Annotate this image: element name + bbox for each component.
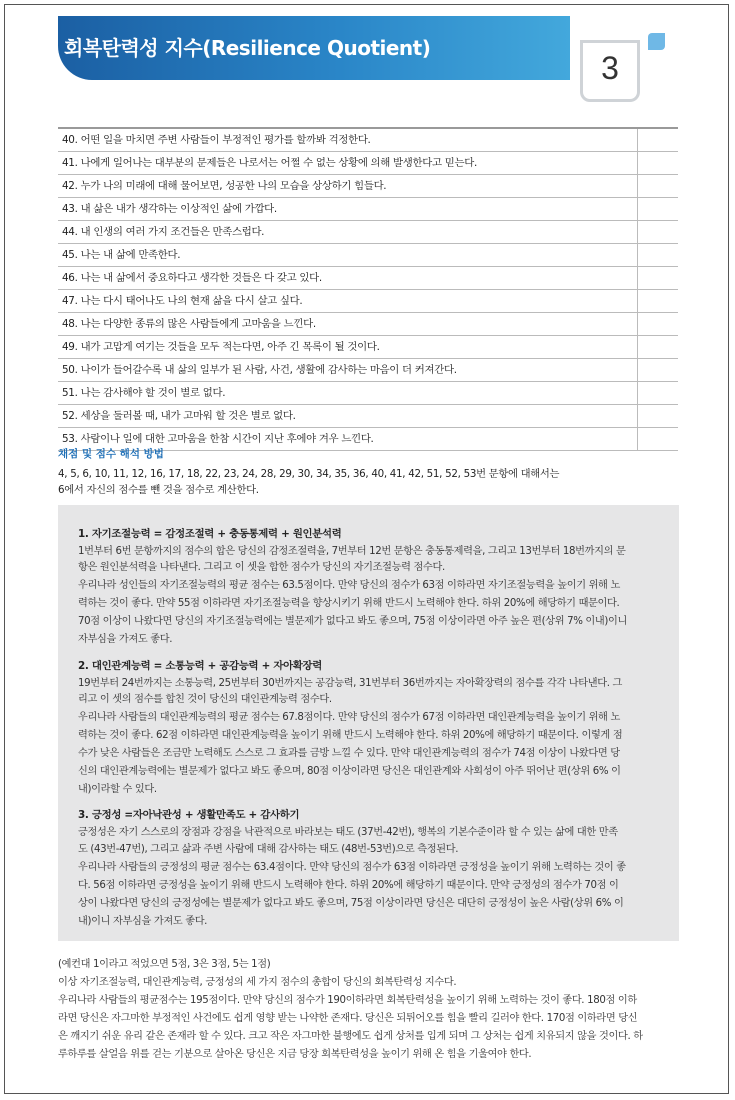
section-line: 내)이니 자부심을 가져도 좋다. bbox=[78, 916, 208, 927]
table-row bbox=[58, 405, 678, 428]
section-line: 리고 이 셋의 점수를 합친 것이 당신의 대인관계능력 점수다. bbox=[78, 694, 332, 705]
score-cell[interactable] bbox=[637, 221, 678, 243]
score-cell[interactable] bbox=[637, 244, 678, 266]
section-line: 력하는 것이 좋다. 만약 55점 이하라면 자기조절능력을 향상시키기 위해 반드시 노력해야 한다. 하위 20%에 해당하기 때문이다. bbox=[78, 598, 620, 609]
section-line: 자부심을 가져도 좋다. bbox=[78, 634, 173, 645]
question-text: 43. 내 삶은 내가 생각하는 이상적인 삶에 가깝다. bbox=[62, 203, 277, 215]
summary-line: 은 깨지기 쉬운 유리 같은 존재라 할 수 있다. 크고 작은 자그마한 불행에도 쉽게 상처를 입게 되며 그 상처는 쉽게 치유되지 않을 것이다. 하 bbox=[58, 1031, 643, 1042]
section-line: 긍정성은 자기 스스로의 장점과 강점을 낙관적으로 바라보는 태도 (37번-42번), 행복의 기본수준이라 할 수 있는 삶에 대한 만족 bbox=[78, 827, 618, 838]
section-line: 우리나라 성인들의 자기조절능력의 평균 점수는 63.5점이다. 만약 당신의 점수가 63점 이하라면 자기조절능력을 높이기 위해 노 bbox=[78, 580, 620, 591]
score-cell[interactable] bbox=[637, 129, 678, 151]
table-row bbox=[58, 313, 678, 336]
score-cell[interactable] bbox=[637, 198, 678, 220]
chapter-number: 3 bbox=[601, 50, 619, 86]
section-line: 도 (43번-47번), 그리고 삶과 주변 사람에 대해 감사하는 태도 (48번-53번)으로 측정된다. bbox=[78, 844, 459, 855]
question-text: 40. 어떤 일을 마치면 주변 사람들이 부정적인 평가를 할까봐 걱정한다. bbox=[62, 134, 371, 146]
table-row bbox=[58, 244, 678, 267]
section-line: 19번부터 24번까지는 소통능력, 25번부터 30번까지는 공감능력, 31번부터 36번까지는 자아확장력의 점수를 각각 나타낸다. 그 bbox=[78, 678, 623, 689]
question-text: 51. 나는 감사해야 할 것이 별로 없다. bbox=[62, 387, 226, 399]
section-line: 우리나라 사람들의 긍정성의 평균 점수는 63.4점이다. 만약 당신의 점수가 63점 이하라면 긍정성을 높이기 위해 노력하는 것이 좋 bbox=[78, 862, 626, 873]
score-cell[interactable] bbox=[637, 175, 678, 197]
score-cell[interactable] bbox=[637, 359, 678, 381]
section-line: 1번부터 6번 문항까지의 점수의 합은 당신의 감정조절력을, 7번부터 12번 문항은 충동통제력을, 그리고 13번부터 18번까지의 문 bbox=[78, 546, 626, 557]
table-row bbox=[58, 152, 678, 175]
section-line: 항은 원인분석력을 나타낸다. 그리고 이 셋을 합한 점수가 당신의 자기조절능력 점수다. bbox=[78, 562, 445, 573]
section-line: 력하는 것이 좋다. 62점 이하라면 대인관계능력을 높이기 위해 반드시 노력해야 한다. 하위 20%에 해당하기 때문이다. 이렇게 점 bbox=[78, 730, 623, 741]
score-cell[interactable] bbox=[637, 405, 678, 427]
summary-line: 루하루를 살얼음 위를 걷는 기분으로 살아온 당신은 지금 당장 회복탄력성을 높이기 위해 온 힘을 기울여야 한다. bbox=[58, 1049, 532, 1060]
score-cell[interactable] bbox=[637, 336, 678, 358]
scoring-method-line: 4, 5, 6, 10, 11, 12, 16, 17, 18, 22, 23, 24, 28, 29, 30, 34, 35, 36, 40, 41, 42, 51, 52, 53번 문항에 대해서는 bbox=[58, 468, 560, 480]
table-row bbox=[58, 336, 678, 359]
score-cell[interactable] bbox=[637, 290, 678, 312]
score-cell[interactable] bbox=[637, 267, 678, 289]
section-line: 신의 대인관계능력에는 별문제가 없다고 봐도 좋으며, 80점 이상이라면 당신은 대인관계와 사회성이 아주 뛰어난 편(상위 6% 이 bbox=[78, 766, 621, 777]
question-text: 42. 누가 나의 미래에 대해 물어보면, 성공한 나의 모습을 상상하기 힘들다. bbox=[62, 180, 387, 192]
question-text: 52. 세상을 둘러볼 때, 내가 고마워 할 것은 별로 없다. bbox=[62, 410, 296, 422]
section-heading: 3. 긍정성 =자아낙관성 + 생활만족도 + 감사하기 bbox=[78, 809, 300, 821]
question-text: 47. 나는 다시 태어나도 나의 현재 삶을 다시 살고 싶다. bbox=[62, 295, 303, 307]
summary-line: 우리나라 사람들의 평균점수는 195점이다. 만약 당신의 점수가 190이하라면 회복탄력성을 높이기 위해 노력하는 것이 좋다. 180점 이하 bbox=[58, 995, 637, 1006]
table-row bbox=[58, 198, 678, 221]
summary-line: (예컨대 1이라고 적었으면 5점, 3은 3점, 5는 1점) bbox=[58, 959, 271, 970]
page-title: 회복탄력성 지수(Resilience Quotient) bbox=[64, 36, 431, 60]
question-text: 41. 나에게 일어나는 대부분의 문제들은 나로서는 어쩔 수 없는 상황에 의해 발생한다고 믿는다. bbox=[62, 157, 477, 169]
question-text: 49. 내가 고맙게 여기는 것들을 모두 적는다면, 아주 긴 목록이 될 것이다. bbox=[62, 341, 380, 353]
section-line: 우리나라 사람들의 대인관계능력의 평균 점수는 67.8점이다. 만약 당신의 점수가 67점 이하라면 대인관계능력을 높이기 위해 노 bbox=[78, 712, 620, 723]
question-text: 48. 나는 다양한 종류의 많은 사람들에게 고마움을 느낀다. bbox=[62, 318, 316, 330]
table-row bbox=[58, 382, 678, 405]
score-cell[interactable] bbox=[637, 382, 678, 404]
table-row bbox=[58, 175, 678, 198]
table-row bbox=[58, 129, 678, 152]
section-line: 다. 56점 이하라면 긍정성을 높이기 위해 반드시 노력해야 한다. 하위 20%에 해당하기 때문이다. 만약 긍정성의 점수가 70점 이 bbox=[78, 880, 619, 891]
table-row bbox=[58, 267, 678, 290]
table-row bbox=[58, 290, 678, 313]
question-text: 50. 나이가 들어갈수록 내 삶의 일부가 된 사람, 사건, 생활에 감사하는 마음이 더 커져간다. bbox=[62, 364, 457, 376]
section-line: 상이 나왔다면 당신의 긍정성에는 별문제가 없다고 봐도 좋으며, 75점 이상이라면 당신은 대단히 긍정성이 높은 사람(상위 6% 이 bbox=[78, 898, 624, 909]
score-cell[interactable] bbox=[637, 313, 678, 335]
section-line: 내)이라할 수 있다. bbox=[78, 784, 157, 795]
scoring-method-title: 채점 및 점수 해석 방법 bbox=[58, 448, 164, 460]
summary-line: 이상 자기조절능력, 대인관계능력, 긍정성의 세 가지 점수의 총합이 당신의 회복탄력성 지수다. bbox=[58, 977, 457, 988]
section-line: 70점 이상이 나왔다면 당신의 자기조절능력에는 별문제가 없다고 봐도 좋으며, 75점 이상이라면 아주 높은 편(상위 7% 이내)이니 bbox=[78, 616, 628, 627]
score-cell[interactable] bbox=[637, 428, 678, 450]
score-cell[interactable] bbox=[637, 152, 678, 174]
question-text: 53. 사람이나 일에 대한 고마움을 한참 시간이 지난 후에야 겨우 느낀다. bbox=[62, 433, 374, 445]
question-text: 46. 나는 내 삶에서 중요하다고 생각한 것들은 다 갖고 있다. bbox=[62, 272, 322, 284]
question-table bbox=[58, 127, 678, 451]
section-heading: 1. 자기조절능력 = 감정조절력 + 충동통제력 + 원인분석력 bbox=[78, 528, 342, 540]
table-row bbox=[58, 221, 678, 244]
section-heading: 2. 대인관계능력 = 소통능력 + 공감능력 + 자아확장력 bbox=[78, 660, 323, 672]
question-text: 44. 내 인생의 여러 가지 조건들은 만족스럽다. bbox=[62, 226, 265, 238]
table-row bbox=[58, 359, 678, 382]
question-text: 45. 나는 내 삶에 만족한다. bbox=[62, 249, 181, 261]
section-line: 수가 낮은 사람들은 조금만 노력해도 스스로 그 효과를 금방 느낄 수 있다. 만약 대인관계능력의 점수가 74점 이상이 나왔다면 당 bbox=[78, 748, 620, 759]
badge-accent bbox=[648, 33, 665, 50]
summary-line: 라면 당신은 자그마한 부정적인 사건에도 쉽게 영향 받는 나약한 존재다. 당신은 되튀어오를 힘을 빨리 길러야 한다. 170점 이하라면 당신 bbox=[58, 1013, 638, 1024]
scoring-method-line: 6에서 자신의 점수를 뺀 것을 점수로 계산한다. bbox=[58, 484, 259, 496]
